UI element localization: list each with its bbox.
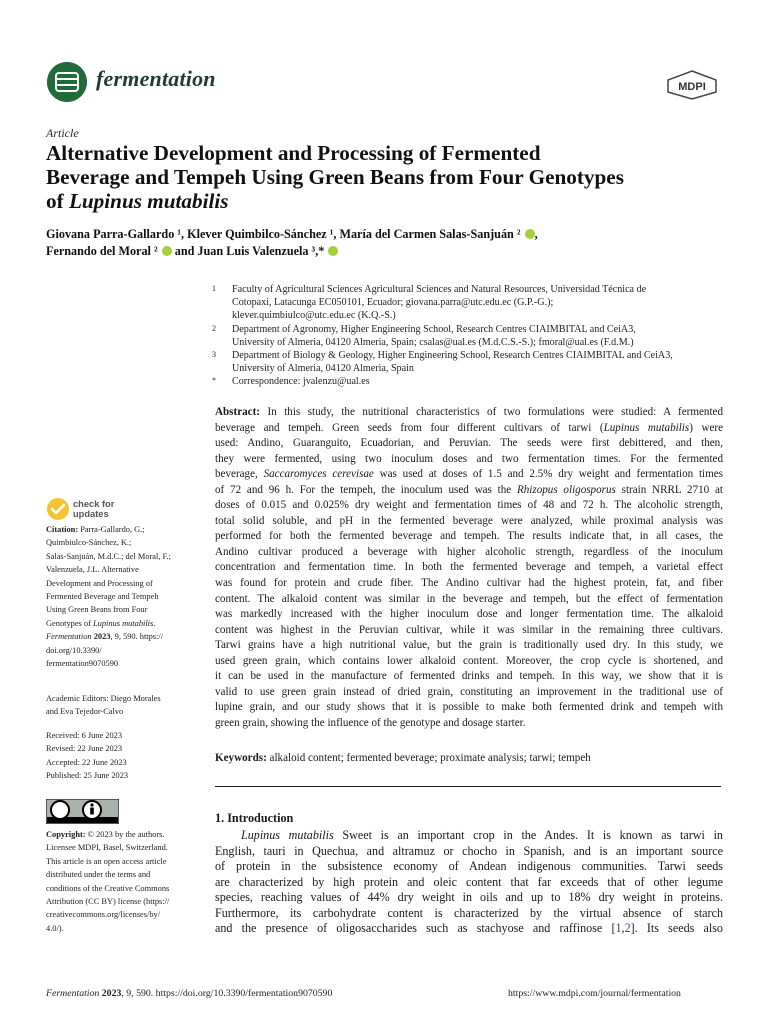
affiliation-item: * Correspondence: jvalenzu@ual.es (212, 376, 370, 388)
title-line: of (46, 189, 69, 213)
check-for-updates-icon[interactable] (46, 497, 70, 521)
academic-editors: Academic Editors: Diego Morales and Eva Tejedor-Calvo (46, 694, 161, 717)
article-type: Article (46, 126, 79, 140)
section-divider (215, 786, 721, 787)
author-line: and Juan Luis Valenzuela ³,* (171, 244, 325, 258)
publication-dates: Received: 6 June 2023 Revised: 22 June 2023 Accepted: 22 June 2023 Published: 25 June 2023 (46, 731, 129, 780)
reference-link[interactable]: 1 (615, 921, 622, 936)
article-title (46, 141, 736, 213)
copyright-notice: Copyright: © 2023 by the authors. Licensee MDPI, Basel, Switzerland. This article is an open access article distributed under the terms and conditions of the Creative Commons Attribution (CC BY) license (https:// creativecommons.org/licenses/by/ 4.0/). (46, 830, 170, 933)
introduction-text: Lupinus mutabilis Sweet is an important crop in the Andes. It is known as tarwi in English, tauri in Quechua, and altramuz or chocho in Spanish, and is an important source of protein in the subsistence economy of Andean indigenous communities. Tarwi seeds are characterized by high protein and oleic content that far exceeds that of other legume species, reaching values of 44% dry weight in oils and up to 18% dry weight in proteins. Furthermore, its carbohydrate content is characterized by the virtual absence of starch and the presence of oligosaccharides such as stachyose and raffinose [1,2]. Its seeds also (215, 828, 723, 936)
orcid-icon[interactable] (162, 246, 172, 256)
abstract-label: Abstract: (215, 406, 260, 418)
citation-doi-link[interactable]: fermentation9070590 (46, 659, 119, 669)
reference-link[interactable]: 2 (624, 921, 631, 936)
citation-doi-link[interactable]: doi.org/10.3390/ (46, 645, 102, 655)
cc-by-license-icon[interactable] (46, 799, 119, 824)
section-heading: 1. Introduction (215, 811, 294, 825)
mdpi-logo-icon (666, 70, 718, 100)
publisher-name: MDPI (678, 81, 706, 93)
abstract: Abstract: In this study, the nutritional characteristics of two formulations were studied: A fermented beverage and tempeh. Green seeds from four different cultivars of tarwi (Lupinus mutabilis) were used: Andino, Guaranguito, Ecuadorian, and Peruvian. The seeds were first debittered, and then, they were fermented, using two inoculum doses and two fermentation times. For the fermented beverage, Saccaromyces cerevisae was used at doses of 1.5 and 2.5% dry weight and fermentation times of 72 and 96 h. For the tempeh, the inoculum used was the Rhizopus oligosporus strain NRRL 2710 at doses of 0.015 and 0.025% dry weight and fermentation times of 48 and 72 h. The alcoholic strength, total solid soluble, and pH in the fermented beverage were analyzed, while proximal analysis was performed for both the fermented beverage and tempeh. The results indicate that, in all cases, the Andino cultivar produced a beverage with higher alcoholic strength, regardless of the inoculum concentration and fermentation time. In both the fermented beverage and tempeh, a varietal effect was found for protein and crude fiber. The Andino cultivar had the highest protein, fat, and fiber content. The alkaloid content was similar in the beverage and tempeh, but the effect of fermentation was markedly increased with the higher inoculum dose and longer fermentation time. The alkaloid content was highest in the Peruvian cultivar, while it was similar in the remaining three cultivars. Tarwi grains have a high nutritional value, but the grain is traditionally used dry. In this study, we used green grain, which contains lower alkaloid content. Moreover, the crop cycle is shortened, and it can be used in the manufacture of fermented drinks and tempeh. In this way, we show that it is valid to use green grain instead of dried grain, constituting an improvement in the traditional use of lupine grain, and our study shows that it is possible to make both fermented drink and tempeh with green grain, showing the influence of the genotype and dosage starter. (215, 406, 724, 729)
orcid-icon[interactable] (525, 229, 535, 239)
title-species: Lupinus mutabilis (68, 189, 229, 213)
author-list: Giovana Parra-Gallardo ¹, Klever Quimbilco-Sánchez ¹, María del Carmen Salas-Sanjuán ² , Fernando del Moral ² and Juan Luis Valenzuela ³,* (46, 227, 538, 258)
keywords: Keywords: alkaloid content; fermented beverage; proximate analysis; tarwi; tempeh (215, 752, 591, 764)
author-line: Fernando del Moral ² (46, 244, 158, 258)
affiliations (212, 283, 728, 389)
keywords-label: Keywords: (215, 752, 267, 764)
affiliation-item: 3 Department of Biology & Geology, Higher Engineering School, Research Centres CIAIMBITAL and CeiA3, University of Almeria, 04120 Almeria, Spain (212, 350, 673, 375)
footer-citation: Fermentation 2023, 9, 590. https://doi.org/10.3390/fermentation9070590 (46, 988, 333, 999)
journal-logo-icon (47, 62, 87, 102)
orcid-icon[interactable] (328, 246, 338, 256)
title-line: Alternative Development and Processing of Fermented (46, 141, 541, 165)
check-for-updates-label[interactable]: updates (73, 509, 109, 519)
author-line: Giovana Parra-Gallardo ¹, Klever Quimbilco-Sánchez ¹, María del Carmen Salas-Sanjuán ² (46, 227, 521, 241)
affiliation-item: 2 Department of Agronomy, Higher Engineering School, Research Centres CIAIMBITAL and CeiA3, University of Almeria, 04120 Almeria, Spain; csalas@ual.es (M.d.C.S.-S.); fmoral@ual.es (F.d.M.) (212, 323, 636, 348)
check-for-updates-label[interactable]: check for (73, 499, 115, 509)
affiliation-item: 1 Faculty of Agricultural Sciences Agricultural Sciences and Natural Resources, Universidad Técnica de Cotopaxi, Latacunga EC050101, Ecuador; giovana.parra@utc.edu.ec (G.P.-G.); klever.quimbiulco@utc.edu.ec (K.Q.-S.) (212, 284, 647, 322)
citation-block: Citation: Parra-Gallardo, G.; Quimbiulco-Sánchez, K.; Salas-Sanjuán, M.d.C.; del Moral, F.; Valenzuela, J.L. Alternative Development and Processing of Fermented Beverage and Tempeh Using Green Beans from Four Genotypes of Lupinus mutabilis. Fermentation 2023, 9, 590. https:// doi.org/10.3390/ fermentation9070590 (46, 523, 196, 670)
journal-name: fermentation (96, 66, 216, 91)
footer-journal-link[interactable]: https://www.mdpi.com/journal/fermentation (508, 988, 681, 999)
title-line: Beverage and Tempeh Using Green Beans from Four Genotypes (46, 165, 624, 189)
